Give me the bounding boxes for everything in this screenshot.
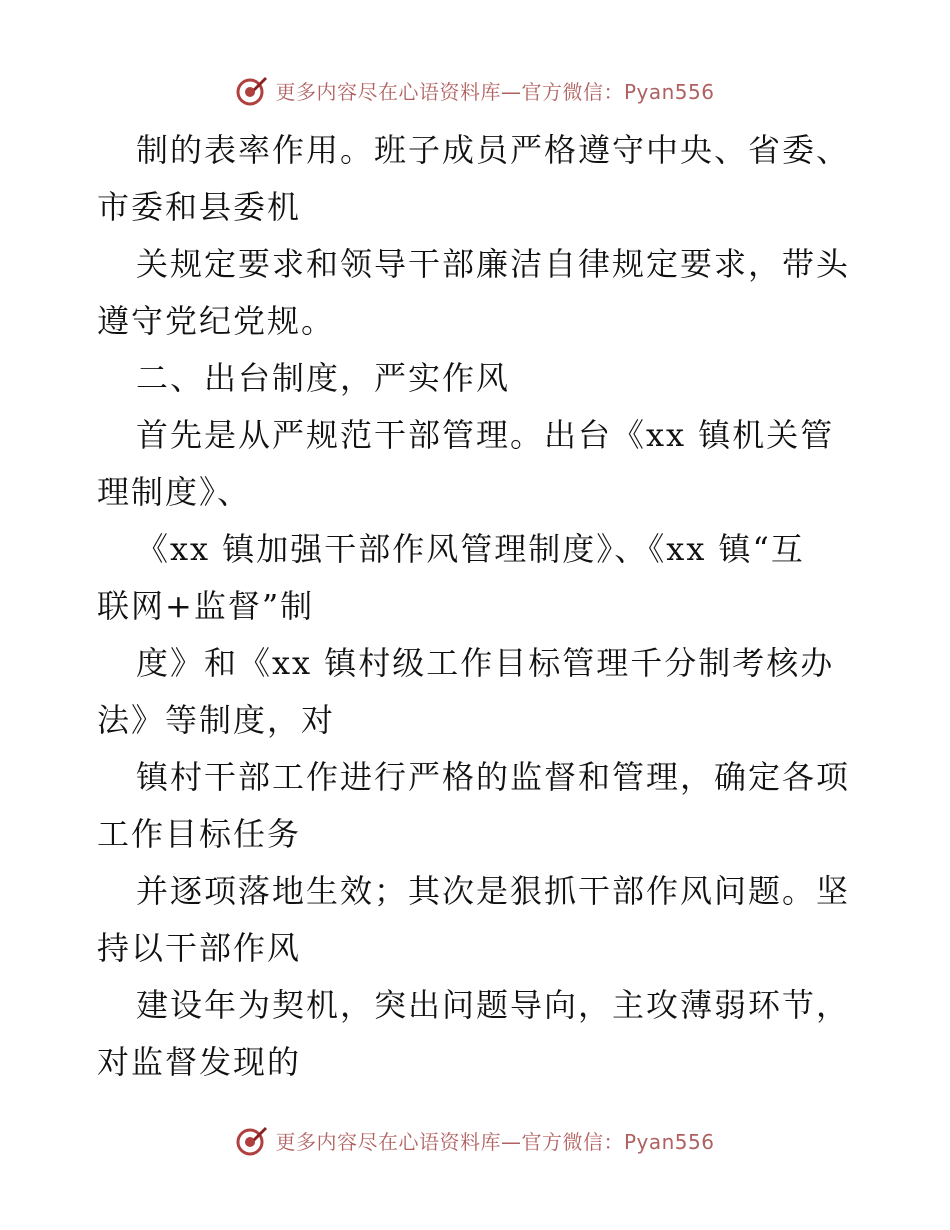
- paragraph-line: 关规定要求和领导干部廉洁自律规定要求，带头: [136, 245, 851, 283]
- footer-watermark-banner: [0, 1120, 950, 1160]
- paragraph-line: 持以干部作风: [97, 929, 302, 967]
- paragraph-line: 二、出台制度，严实作风: [136, 359, 511, 397]
- paragraph-line: 《xx 镇加强干部作风管理制度》、《xx 镇“互: [136, 530, 805, 568]
- paragraph: [97, 749, 857, 863]
- pen-logo-icon: [235, 1123, 269, 1157]
- paragraph-line: 对监督发现的: [97, 1043, 302, 1081]
- paragraph-line: 镇村干部工作进行严格的监督和管理，确定各项: [136, 758, 851, 796]
- paragraph-line: 并逐项落地生效；其次是狠抓干部作风问题。坚: [136, 872, 851, 910]
- header-watermark-banner: [0, 70, 950, 110]
- paragraph-line: 遵守党纪党规。: [97, 302, 336, 340]
- paragraph-line: 工作目标任务: [97, 815, 302, 853]
- paragraph-line: 首先是从严规范干部管理。出台《xx 镇机关管: [136, 416, 835, 454]
- paragraph: [97, 407, 857, 521]
- paragraph-line: 联网+监督”制: [97, 587, 315, 625]
- paragraph: [97, 122, 857, 236]
- paragraph-line: 市委和县委机: [97, 188, 302, 226]
- paragraph: [97, 863, 857, 977]
- header-banner-text: 更多内容尽在心语资料库—官方微信：Pyan556: [275, 79, 715, 104]
- section-heading: [97, 350, 857, 407]
- paragraph-line: 法》等制度，对: [97, 701, 336, 739]
- paragraph-line: 度》和《xx 镇村级工作目标管理千分制考核办: [136, 644, 835, 682]
- paragraph: [97, 521, 857, 635]
- paragraph: [97, 977, 857, 1091]
- document-body: [97, 122, 857, 1091]
- footer-banner-text: 更多内容尽在心语资料库—官方微信：Pyan556: [275, 1129, 715, 1154]
- paragraph: [97, 635, 857, 749]
- paragraph-line: 建设年为契机，突出问题导向，主攻薄弱环节，: [136, 986, 851, 1024]
- paragraph-line: 理制度》、: [97, 473, 252, 511]
- pen-logo-icon: [235, 73, 269, 107]
- paragraph: [97, 236, 857, 350]
- paragraph-line: 制的表率作用。班子成员严格遵守中央、省委、: [136, 131, 851, 169]
